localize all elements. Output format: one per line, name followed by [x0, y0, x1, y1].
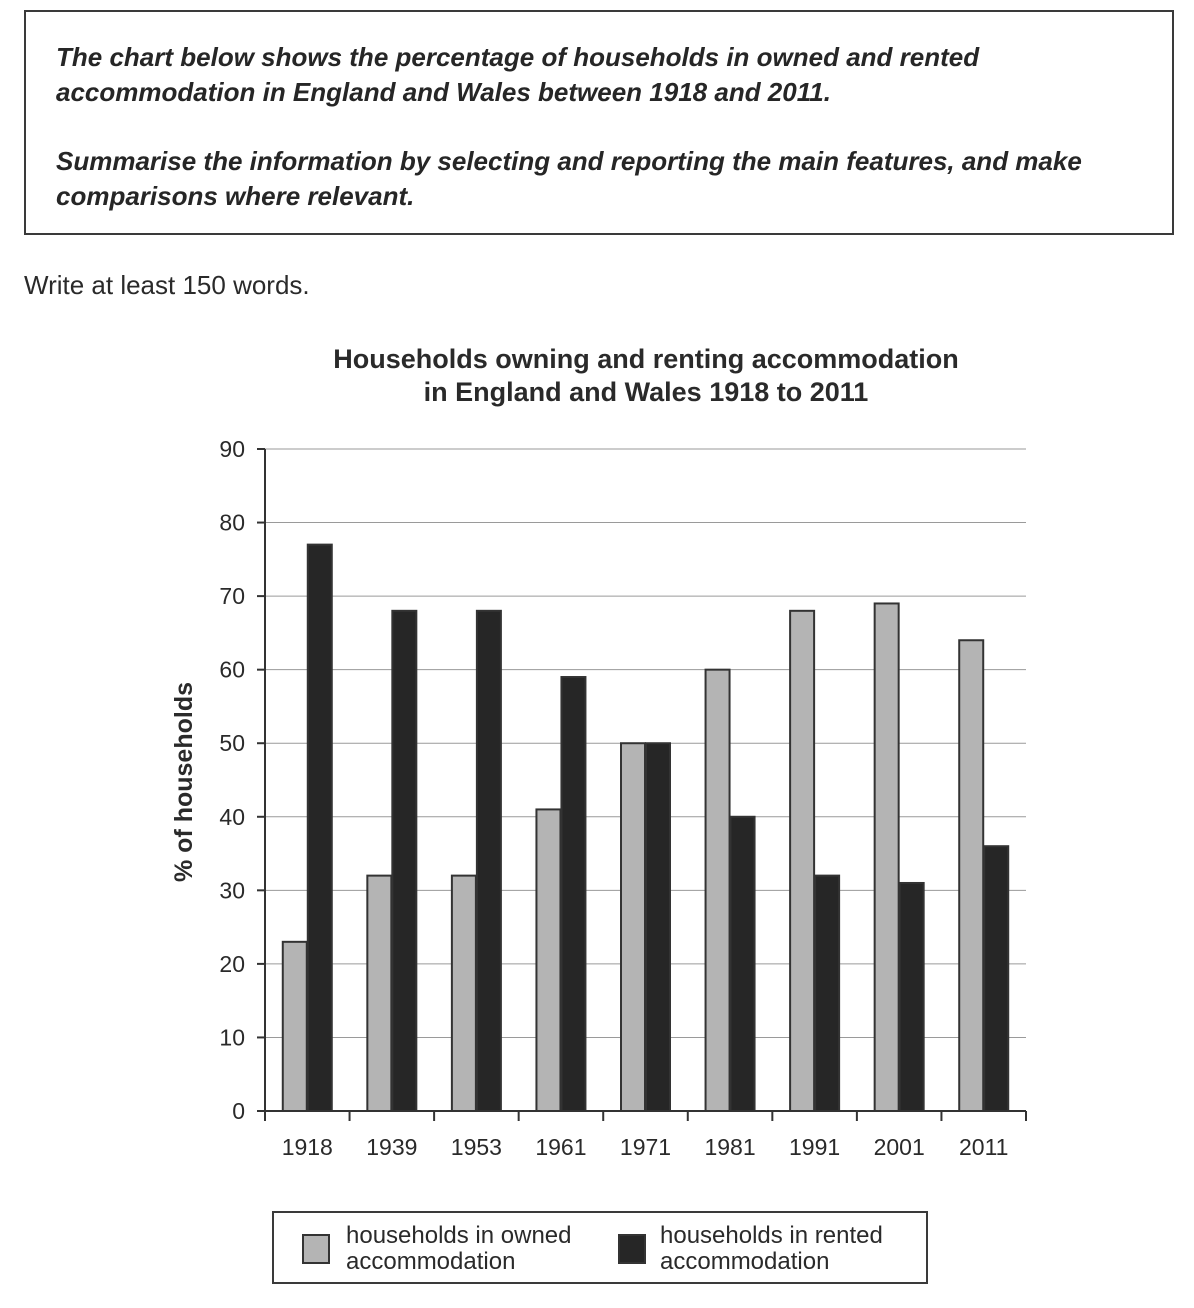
bar-owned-1971	[621, 743, 645, 1111]
bar-owned-2011	[959, 640, 983, 1111]
bar-rented-1953	[477, 611, 501, 1111]
x-tick-label-1953: 1953	[450, 1134, 502, 1160]
y-tick-label-50: 50	[219, 730, 245, 757]
x-tick-label-2011: 2011	[958, 1134, 1009, 1160]
bar-owned-1918	[283, 942, 307, 1111]
y-tick-label-90: 90	[219, 436, 245, 462]
y-tick-label-70: 70	[219, 583, 245, 610]
bar-rented-2001	[900, 883, 924, 1111]
legend-swatch-owned	[302, 1234, 330, 1264]
chart-legend	[272, 1211, 928, 1284]
x-tick-label-1971: 1971	[619, 1134, 672, 1160]
y-tick-label-80: 80	[219, 509, 245, 536]
bar-owned-2001	[875, 603, 899, 1111]
x-tick-label-1918: 1918	[281, 1134, 333, 1160]
x-tick-label-2001: 2001	[873, 1134, 925, 1160]
y-tick-label-10: 10	[219, 1024, 245, 1051]
x-tick-label-1961: 1961	[535, 1134, 587, 1160]
y-tick-label-20: 20	[219, 950, 245, 977]
bar-rented-1918	[308, 545, 332, 1111]
bar-owned-1961	[536, 809, 560, 1111]
y-axis-label: % of households	[170, 682, 198, 882]
bar-rented-1991	[815, 876, 839, 1111]
legend-label-owned	[346, 1223, 596, 1275]
x-tick-label-1991: 1991	[789, 1134, 841, 1160]
legend-label-rented-line2: accommodation	[660, 1248, 830, 1275]
bar-rented-1971	[646, 743, 670, 1111]
y-tick-label-0: 0	[232, 1098, 245, 1124]
word-count-instruction: Write at least 150 words.	[24, 270, 310, 300]
y-tick-label-40: 40	[219, 803, 245, 830]
chart-subtitle: in England and Wales 1918 to 2011	[423, 377, 869, 407]
y-tick-label-30: 30	[219, 877, 245, 904]
bar-rented-1961	[561, 677, 585, 1111]
x-tick-label-1939: 1939	[366, 1134, 418, 1160]
task-description: The chart below shows the percentage of households in owned and rented accommodation in England and Wales between 1918 and 2011.	[56, 42, 980, 107]
x-tick-label-1981: 1981	[704, 1134, 756, 1160]
bar-owned-1939	[367, 876, 391, 1111]
y-tick-label-60: 60	[219, 656, 245, 683]
bar-owned-1981	[706, 670, 730, 1111]
bar-owned-1953	[452, 876, 476, 1111]
chart-title: Households owning and renting accommodation	[333, 344, 959, 374]
legend-label-owned-line2: accommodation	[346, 1248, 516, 1275]
legend-label-rented-line1: households in rented	[660, 1222, 883, 1249]
legend-label-rented	[660, 1223, 910, 1275]
bar-rented-1939	[392, 611, 416, 1111]
bar-rented-2011	[984, 846, 1008, 1111]
bar-rented-1981	[731, 817, 755, 1111]
bar-owned-1991	[790, 611, 814, 1111]
legend-swatch-rented	[618, 1234, 646, 1264]
legend-label-owned-line1: households in owned	[346, 1222, 572, 1249]
task-instructions: Summarise the information by selecting and reporting the main features, and make comparisons where relevant.	[56, 146, 1082, 211]
